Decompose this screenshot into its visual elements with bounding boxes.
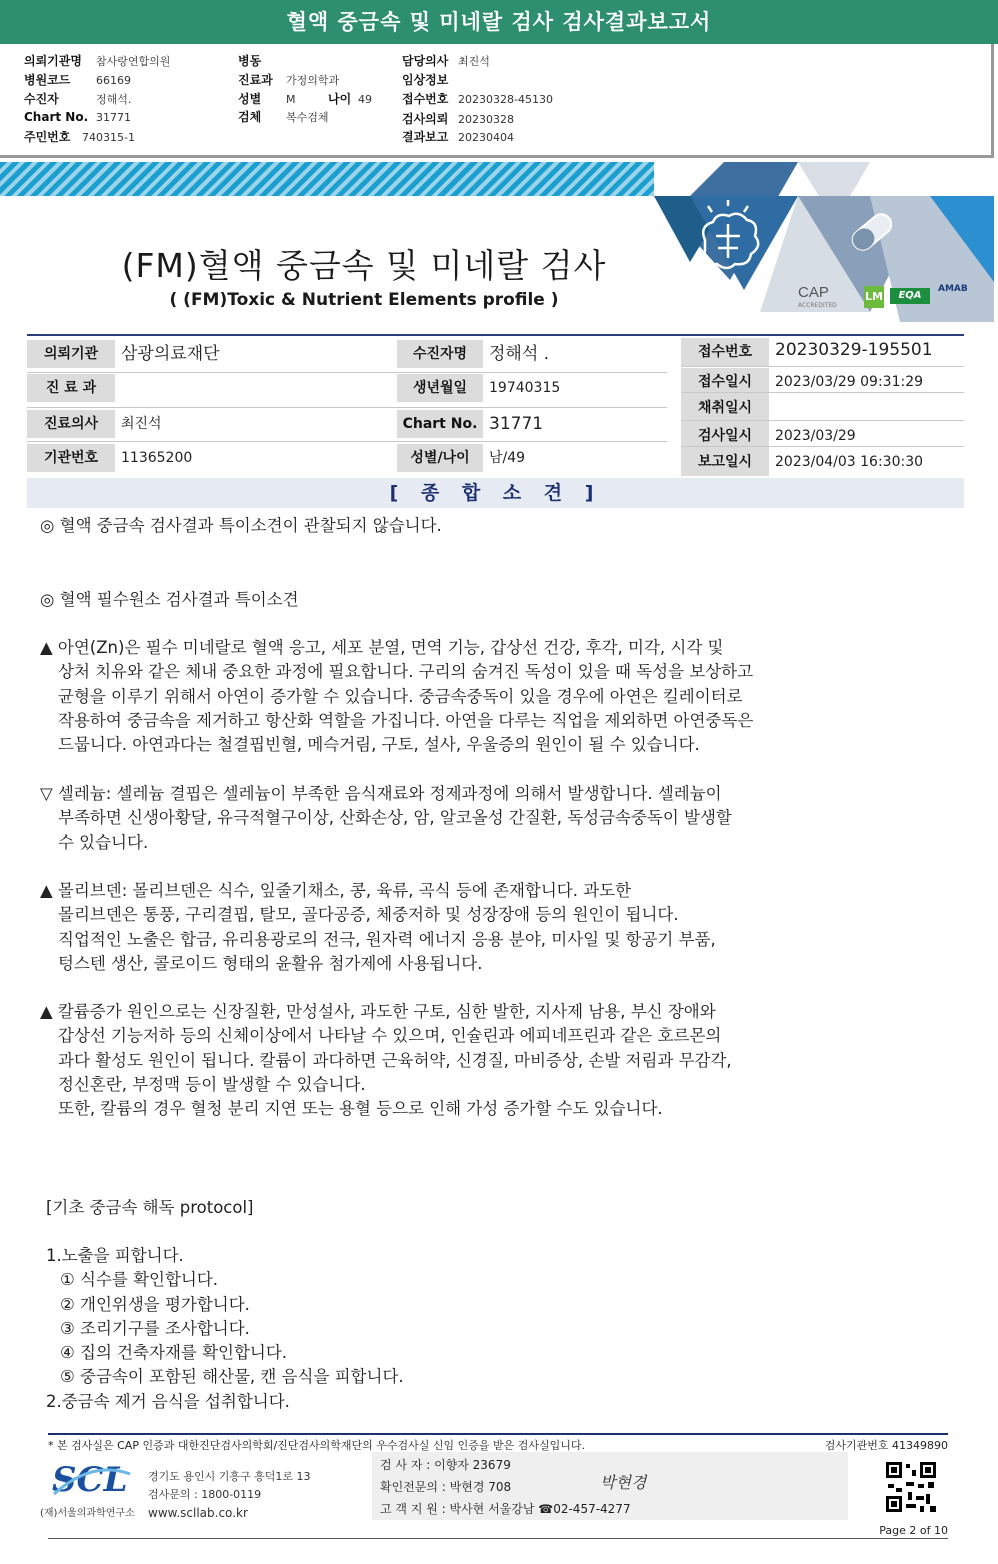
amab-logo: AMAB [938,284,968,294]
scl-logo-swoosh [52,1466,132,1496]
page-title: (FM)혈액 중금속 및 미네랄 검사 [121,246,607,285]
header-request: 검사의뢰 20230328 [402,112,514,126]
value-birth: 19740315 [489,380,561,396]
report-title: 혈액 중금속 및 미네랄 검사 검사결과보고서 [0,0,998,44]
header-clinical: 임상정보 [402,73,449,87]
label-test-date: 검사일시 [681,422,769,450]
label-collect: 채취일시 [681,394,769,422]
value-report-date: 2023/04/03 16:30:30 [775,454,924,470]
scl-logo: SCL [52,1460,128,1500]
value-inst-no: 11365200 [121,450,193,466]
row-divider [681,366,964,367]
qr-code [884,1460,938,1514]
row-divider [681,392,964,393]
label-report-date: 보고일시 [681,448,769,476]
label-dept: 진 료 과 [27,374,115,402]
lab-address: 경기도 용인시 기흥구 흥덕1로 13 검사문의 : 1800-0119 www.scllab.co.kr [148,1470,311,1520]
staff-support: 고 객 지 원 : 박사현 서울강남 ☎02-457-4277 [380,1502,631,1516]
header-institution: 의뢰기관명 참사랑연합의원 [24,54,171,68]
row-divider [27,372,667,373]
label-receipt-time: 접수일시 [681,368,769,396]
header-resident: 주민번호 740315-1 [24,130,135,144]
label-doctor: 진료의사 [27,410,115,438]
value-receipt-time: 2023/03/29 09:31:29 [775,374,924,390]
lab-number: 검사기관번호 41349890 [824,1439,948,1452]
value-dept [115,374,121,402]
cap-sub: ACCREDITED [798,302,837,309]
signature: 박현경 [600,1473,647,1492]
staff-examiner: 검 사 자 : 이향자 23679 [380,1458,511,1472]
label-chart: Chart No. [397,410,483,438]
info-table [27,334,964,474]
finding-molybdenum: ▲ 몰리브덴: 몰리브덴은 식수, 잎줄기채소, 콩, 육류, 곡식 등에 존재합니다. 과도한 몰리브덴은 통풍, 구리결핍, 탈모, 골다공증, 체중저하 및 성장장애 등의 원인이 됩니다. 직업적인 노출은 합금, 유리용광로의 전극, 원자력 에너지 응용 분야, 미사일 및 항공기 부품, 텅스텐 생산, 콜로이드 형태의 윤활유 첨가제에 사용됩니다. [40,881,716,973]
finding-zinc: ▲ 아연(Zn)은 필수 미네랄로 혈액 응고, 세포 분열, 면역 기능, 갑상선 건강, 후각, 미각, 시각 및 상처 치유와 같은 체내 중요한 과정에 필요합니다. 구리의 숨겨진 독성이 있을 때 독성을 보상하고 균형을 이루기 위해서 아연이 증가할 수 있습니다. 중금속중독이 있을 경우에 아연은 킬레이터로 작용하여 중금속을 제거하고 항산화 역할을 가집니다. 아연을 다루는 직업을 제외하면 아연중독은 드뭅니다. 아연과다는 철결핍빈혈, 메슥거림, 구토, 설사, 우울증의 원인이 될 수 있습니다. [40,638,754,755]
header-doctor: 담당의사 최진석 [402,54,490,68]
header-hospital-code: 병원코드 66169 [24,73,131,87]
patient-header [0,44,994,158]
page-divider [48,1538,948,1539]
value-receipt-no: 20230329-195501 [775,340,933,360]
value-doctor: 최진석 [121,416,162,432]
finding-potassium: ▲ 칼륨증가 원인으로는 신장질환, 만성설사, 과도한 구토, 심한 발한, 지사제 남용, 부신 장애와 갑상선 기능저하 등의 신체이상에서 나타날 수 있으며, 인슐린과 에피네프린과 같은 호르몬의 과다 활성도 원인이 됩니다. 칼륨이 과다하면 근육허약, 신경질, 마비증상, 손발 저림과 무감각, 정신혼란, 부정맥 등이 발생할 수 있습니다. 또한, 칼륨의 경우 혈청 분리 지연 또는 용혈 등으로 인해 가성 증가할 수도 있습니다. [40,1002,732,1119]
row-divider [681,420,964,421]
header-dept: 진료과 가정의학과 [238,73,340,87]
footer-note: * 본 검사실은 CAP 인증과 대한진단검사의학회/진단검사의학재단의 우수검사실 신임 인증을 받은 검사실입니다. 검사기관번호 41349890 [48,1433,948,1453]
cap-logo: CAP [798,284,829,301]
label-receipt-no: 접수번호 [681,338,769,366]
label-institution: 의뢰기관 [27,340,115,368]
protocol-title: [기초 중금속 해독 protocol] [46,1198,254,1217]
header-ward: 병동 [238,54,262,68]
summary-heading: [ 종 합 소 견 ] [27,478,964,508]
staff-box [372,1452,848,1520]
page-subtitle: ( (FM)Toxic & Nutrient Elements profile ) [169,290,559,310]
label-inst-no: 기관번호 [27,444,115,472]
finding-essential-heading: ◎ 혈액 필수원소 검사결과 특이소견 [40,590,299,609]
row-divider [27,407,667,408]
value-patient: 정해석 . [489,344,550,364]
value-sexage: 남/49 [489,450,526,466]
lm-logo: LM [864,286,884,308]
finding-heavy-metal: ◎ 혈액 중금속 검사결과 특이소견이 관찰되지 않습니다. [40,516,442,535]
value-test-date: 2023/03/29 [775,428,856,444]
value-institution: 삼광의료재단 [121,344,220,364]
header-specimen: 검체 복수검체 [238,110,329,124]
header-report: 결과보고 20230404 [402,130,514,144]
header-receipt: 접수번호 20230328-45130 [402,92,553,106]
value-chart: 31771 [489,414,544,434]
label-patient: 수진자명 [397,340,483,368]
header-age: 나이 49 [328,92,372,106]
staff-specialist: 확인전문의 : 박현경 708 [380,1480,512,1494]
protocol-list: 1.노출을 피합니다. ① 식수를 확인합니다. ② 개인위생을 평가합니다. ③ 조리기구를 조사합니다. ④ 집의 건축자재를 확인합니다. ⑤ 중금속이 포함된 해산물, 캔 음식을 피합니다. 2.중금속 제거 음식을 섭취합니다. [46,1246,404,1411]
value-collect [769,394,775,422]
cert-logos [798,282,978,312]
finding-selenium: ▽ 셀레늄: 셀레늄 결핍은 셀레늄이 부족한 음식재료와 정제과정에 의해서 발생합니다. 셀레늄이 부족하면 신생아황달, 유극적혈구이상, 산화손상, 암, 알코올성 간질환, 독성금속중독이 발생할 수 있습니다. [40,784,732,852]
row-divider [681,446,964,447]
scl-subtitle: (재)서울의과학연구소 [40,1508,135,1519]
label-birth: 생년월일 [397,374,483,402]
header-patient: 수진자 정해석. [24,92,132,106]
eqa-logo: EQA [890,288,930,304]
row-divider [27,441,667,442]
label-sexage: 성별/나이 [397,444,483,472]
footer [0,1452,998,1522]
header-chart: Chart No. 31771 [24,110,131,124]
page-number: Page 2 of 10 [879,1524,948,1537]
header-sex: 성별 M [238,92,296,106]
